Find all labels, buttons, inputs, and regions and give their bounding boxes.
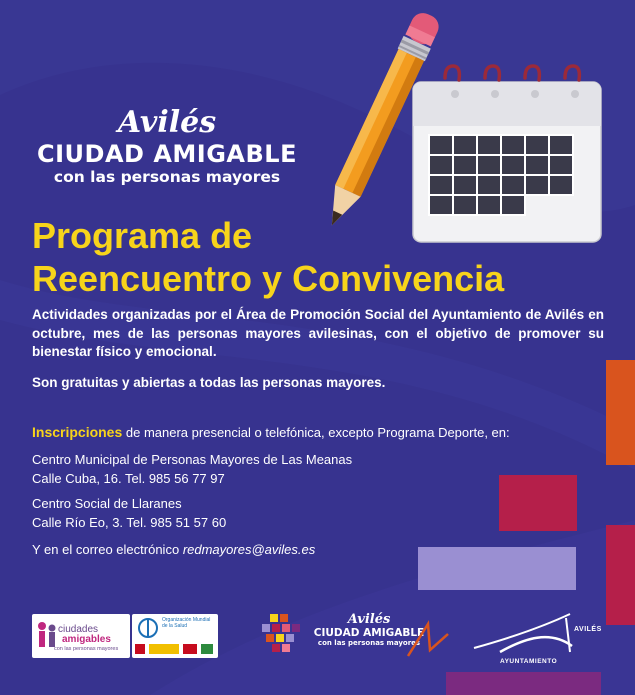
- ayuntamiento-emblem-icon: [470, 608, 600, 658]
- footer-brand-name: Avilés: [347, 612, 391, 627]
- footer-color-squares: [262, 612, 306, 658]
- oms-logo: [132, 614, 218, 658]
- brand-name: Avilés: [117, 105, 217, 140]
- center-llaranes: [32, 494, 452, 532]
- ayuntamiento-logo: [470, 608, 600, 668]
- footer-brand-tagline: CIUDAD AMIGABLE: [313, 627, 425, 639]
- inscriptions-label: Inscripciones: [32, 424, 123, 440]
- deco-block-orange: [606, 360, 635, 465]
- intro-paragraph: Actividades organizadas por el Área de Promoción Social del Ayuntamiento de Avilés en octubre, mes de las personas mayores avilesinas, con el objetivo de promover su bienestar físico y emocional.: [32, 307, 604, 359]
- title-line-1: Programa de: [32, 215, 253, 256]
- deco-block-lilac: [418, 547, 576, 590]
- center-las-meanas: [32, 450, 452, 488]
- who-emblem-icon: [135, 616, 161, 640]
- email-text: Y en el correo electrónico: [32, 542, 180, 557]
- deco-block-red-right: [606, 525, 635, 625]
- center-name: Centro Social de Llaranes: [32, 496, 182, 511]
- center-address: Calle Río Eo, 3. Tel. 985 51 57 60: [32, 515, 227, 530]
- footer-swoosh-icon: [406, 620, 450, 660]
- ciudades-amigables-logo: [32, 614, 130, 658]
- ca-line-2: amigables: [62, 634, 111, 645]
- footer-brand-subtitle: con las personas mayores: [317, 639, 421, 647]
- ayuntamiento-label: AYUNTAMIENTO: [500, 658, 558, 665]
- email-address-link[interactable]: redmayores@aviles.es: [182, 542, 316, 557]
- center-name: Centro Municipal de Personas Mayores de Las Meanas: [32, 452, 353, 467]
- oms-text: Organización Mundial de la Salud: [162, 617, 211, 629]
- inscriptions-text: de manera presencial o telefónica, excepto Programa Deporte, en:: [125, 425, 510, 440]
- ayuntamiento-name: AVILÉS: [574, 626, 602, 633]
- pencil-icon: [315, 0, 445, 245]
- page-title: [32, 214, 622, 300]
- title-line-2: Reencuentro y Convivencia: [32, 258, 505, 299]
- free-text: Son gratuitas y abiertas a todas las personas mayores.: [32, 375, 386, 390]
- deco-block-red-small: [499, 475, 577, 531]
- center-address: Calle Cuba, 16. Tel. 985 56 77 97: [32, 471, 225, 486]
- email-line: [32, 540, 315, 559]
- brand-subtitle: con las personas mayores: [53, 168, 281, 186]
- government-emblems-icon: [135, 642, 215, 656]
- deco-block-purple: [446, 672, 601, 695]
- brand-tagline: CIUDAD AMIGABLE: [37, 140, 297, 168]
- inscriptions-line: [32, 423, 612, 442]
- ca-line-1: ciudades: [58, 624, 99, 635]
- ca-line-3: con las personas mayores: [54, 646, 119, 652]
- brand-header: [32, 106, 302, 186]
